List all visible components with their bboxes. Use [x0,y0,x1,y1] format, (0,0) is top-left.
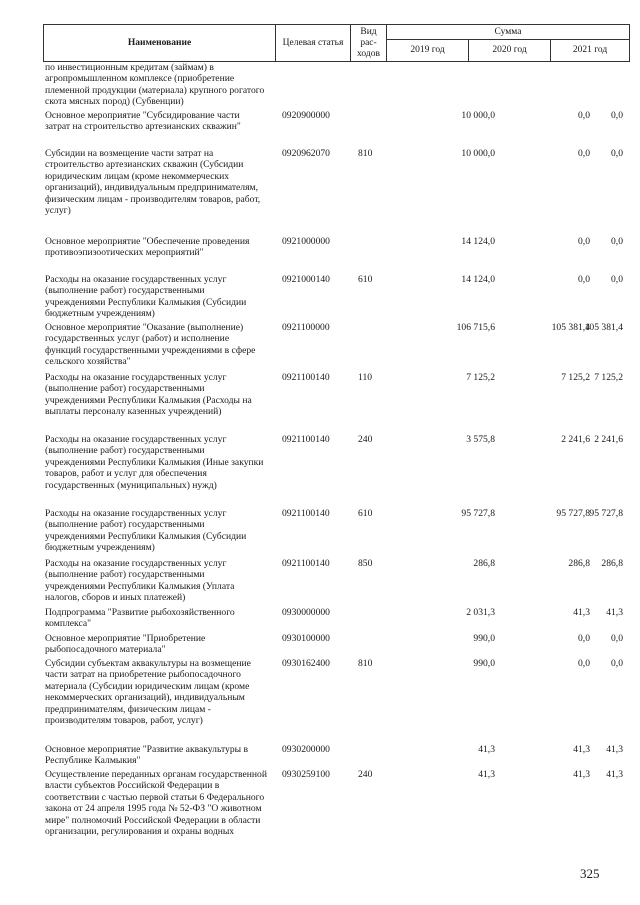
row-code: 0921100140 [282,434,330,445]
row-value-2020: 0,0 [578,658,590,669]
row-value-2021: 41,3 [606,769,623,780]
row-value-2019: 3 575,8 [466,434,495,445]
row-name: Расходы на оказание государственных услуг (выполнение работ) государственными учреждениями Республики Калмыкия (Расходы на выплаты персоналу казенных учреждений) [45,372,252,418]
row-value-2021: 286,8 [601,558,623,569]
table-header [43,24,630,62]
row-code: 0921100140 [282,558,330,569]
header-name: Наименование [44,25,276,62]
row-value-2021: 0,0 [611,658,623,669]
row-code: 0921100140 [282,372,330,383]
row-value-2019: 41,3 [478,769,495,780]
row-kind: 810 [358,658,373,669]
row-value-2020: 0,0 [578,110,590,121]
row-code: 0930259100 [282,769,330,780]
header-code: Целевая статья [276,25,351,62]
row-name: Основное мероприятие "Развитие аквакультуры в Республике Калмыкия" [45,744,248,767]
row-code: 0930000000 [282,607,330,618]
row-value-2021: 0,0 [611,274,623,285]
row-name: Расходы на оказание государственных услуг (выполнение работ) государственными учреждениями Республики Калмыкия (Иные закупки товаров, работ и услуг для обеспечения государственных (муниципальных) нужд) [45,434,264,491]
row-value-2019: 286,8 [473,558,495,569]
row-name: по инвестиционным кредитам (займам) в агропромышленном комплексе (приобретение племенной продукции (материала) крупного рогатого скота мясных пород) (Субвенции) [45,62,265,108]
row-name: Расходы на оказание государственных услуг (выполнение работ) государственными учреждениями Республики Калмыкия (Субсидии бюджетным учреждениям) [45,508,247,554]
row-code: 0921100140 [282,508,330,519]
row-value-2020: 105 381,4 [551,322,590,333]
row-name: Основное мероприятие "Приобретение рыбопосадочного материала" [45,633,206,656]
row-value-2019: 990,0 [473,658,495,669]
row-code: 0921000140 [282,274,330,285]
row-value-2020: 0,0 [578,148,590,159]
row-code: 0930200000 [282,744,330,755]
row-value-2019: 7 125,2 [466,372,495,383]
header-kind: Вид рас-ходов [351,25,387,62]
row-name: Расходы на оказание государственных услуг (выполнение работ) государственными учреждениями Республики Калмыкия (Субсидии бюджетным учреждениям) [45,274,247,320]
row-kind: 810 [358,148,373,159]
header-sum: Сумма [387,25,630,40]
row-kind: 240 [358,769,373,780]
row-value-2021: 0,0 [611,633,623,644]
row-kind: 850 [358,558,373,569]
row-name: Расходы на оказание государственных услуг (выполнение работ) государственными учреждениями Республики Калмыкия (Уплата налогов, сборов и иных платежей) [45,558,235,604]
row-value-2021: 0,0 [611,236,623,247]
row-kind: 610 [358,508,373,519]
row-value-2019: 14 124,0 [461,236,495,247]
row-name: Осуществление переданных органам государственной власти субъектов Российской Федерации в соответствии с частью первой статьи 6 Федерального закона от 24 апреля 1995 года № 52-ФЗ "О животном мире" полномочий Российской Федерации в области организации, регулирования и охраны водных [45,769,267,838]
row-code: 0920962070 [282,148,330,159]
row-value-2020: 0,0 [578,633,590,644]
row-value-2019: 95 727,8 [461,508,495,519]
row-value-2020: 41,3 [573,769,590,780]
row-name: Основное мероприятие "Субсидирование части затрат на строительство артезианских скважин" [45,110,241,133]
row-name: Основное мероприятие "Оказание (выполнение) государственных услуг (работ) и исполнение функций государственными учреждениями в сфере сельского хозяйства" [45,322,256,368]
row-value-2021: 7 125,2 [594,372,623,383]
header-year-2019: 2019 год [387,40,469,62]
row-code: 0930100000 [282,633,330,644]
row-value-2019: 990,0 [473,633,495,644]
row-value-2019: 106 715,6 [456,322,495,333]
row-value-2021: 95 727,8 [589,508,623,519]
row-value-2021: 105 381,4 [584,322,623,333]
row-name: Основное мероприятие "Обеспечение проведения противоэпизоотических мероприятий" [45,236,250,259]
row-value-2019: 10 000,0 [461,110,495,121]
row-code: 0930162400 [282,658,330,669]
row-value-2019: 14 124,0 [461,274,495,285]
row-value-2020: 95 727,8 [556,508,590,519]
header-year-2020: 2020 год [469,40,551,62]
row-value-2021: 41,3 [606,744,623,755]
header-year-2021: 2021 год [551,40,630,62]
row-value-2021: 0,0 [611,110,623,121]
row-value-2020: 0,0 [578,236,590,247]
row-value-2021: 0,0 [611,148,623,159]
row-value-2020: 7 125,2 [561,372,590,383]
row-value-2020: 0,0 [578,274,590,285]
row-value-2020: 41,3 [573,744,590,755]
row-name: Подпрограмма "Развитие рыбохозяйственного комплекса" [45,607,235,630]
row-kind: 240 [358,434,373,445]
row-value-2019: 10 000,0 [461,148,495,159]
row-value-2019: 2 031,3 [466,607,495,618]
row-code: 0921000000 [282,236,330,247]
row-kind: 110 [358,372,373,383]
row-value-2019: 41,3 [478,744,495,755]
row-value-2020: 41,3 [573,607,590,618]
row-name: Субсидии на возмещение части затрат на строительство артезианских скважин (Субсидии юридическим лицам (кроме некоммерческих организаций), индивидуальным предпринимателям, физическим лицам - производителям товаров, работ, услуг) [45,148,261,217]
row-code: 0920900000 [282,110,330,121]
row-value-2020: 2 241,6 [561,434,590,445]
row-value-2021: 2 241,6 [594,434,623,445]
row-name: Субсидии субъектам аквакультуры на возмещение части затрат на приобретение рыбопосадочного материала (Субсидии юридическим лицам (кроме некоммерческих организаций), индивидуальным предпринимателям, физическим лицам - производителям товаров, работ, услуг) [45,658,251,727]
row-value-2021: 41,3 [606,607,623,618]
page-number: 325 [580,866,600,881]
row-code: 0921100000 [282,322,330,333]
row-kind: 610 [358,274,373,285]
row-value-2020: 286,8 [568,558,590,569]
